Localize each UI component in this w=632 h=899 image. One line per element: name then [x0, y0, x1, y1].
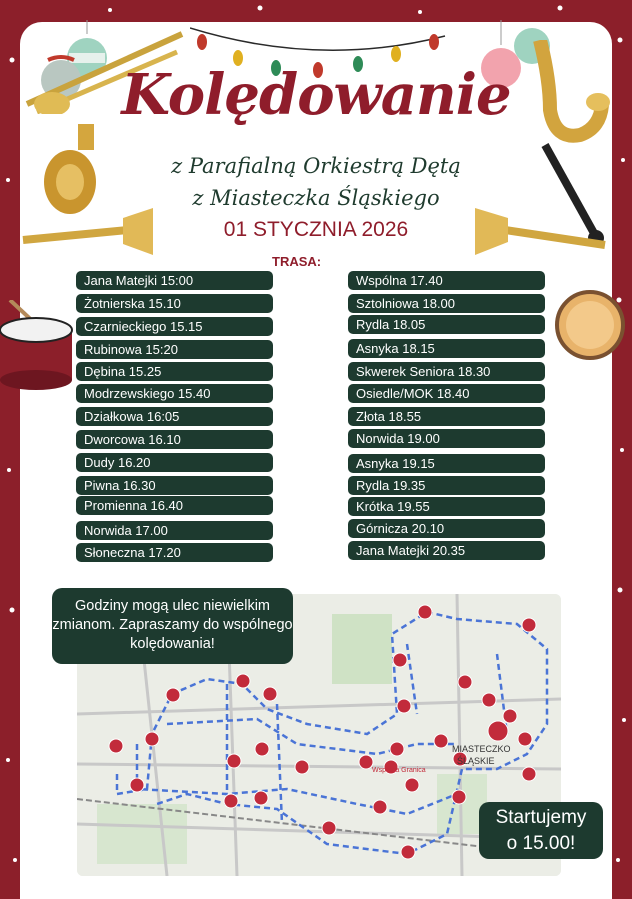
route-stop: Piwna 16.30 — [76, 476, 273, 495]
route-stop: Osiedle/MOK 18.40 — [348, 384, 545, 403]
start-line-2: o 15.00! — [506, 833, 576, 854]
subtitle-line-2: z Miasteczka Śląskiego — [192, 186, 440, 210]
event-date: 01 STYCZNIA 2026 — [223, 218, 409, 241]
route-stop: Asnyka 18.15 — [348, 339, 545, 358]
route-stop: Czarnieckiego 15.15 — [76, 317, 273, 336]
svg-text:MIASTECZKO: MIASTECZKO — [452, 744, 511, 754]
route-stop: Górnicza 20.10 — [348, 519, 545, 538]
route-stop: Asnyka 19.15 — [348, 454, 545, 473]
route-stop: Krótka 19.55 — [348, 497, 545, 516]
drum-icon — [0, 300, 80, 395]
poster-title: Kolędowanie — [121, 62, 511, 128]
route-stop: Promienna 16.40 — [76, 496, 273, 515]
route-stop: Dudy 16.20 — [76, 453, 273, 472]
route-stop: Żotnierska 15.10 — [76, 294, 273, 313]
route-stop: Rydla 19.35 — [348, 476, 545, 495]
schedule-note: Godziny mogą ulec niewielkim zmianom. Zapraszamy do wspólnego kolędowania! — [52, 588, 293, 664]
route-stop: Jana Matejki 15:00 — [76, 271, 273, 290]
route-stop: Norwida 17.00 — [76, 521, 273, 540]
route-stop: Wspólna 17.40 — [348, 271, 545, 290]
start-line-1: Startujemy — [495, 807, 587, 828]
route-stop: Słoneczna 17.20 — [76, 543, 273, 562]
svg-text:Wspólna Granica: Wspólna Granica — [372, 767, 426, 774]
route-stop: Złota 18.55 — [348, 407, 545, 426]
route-stop: Rydla 18.05 — [348, 315, 545, 334]
route-stop: Norwida 19.00 — [348, 429, 545, 448]
route-stop: Dworcowa 16.10 — [76, 430, 273, 449]
route-stop: Jana Matejki 20.35 — [348, 541, 545, 560]
subtitle-line-1: z Parafialną Orkiestrą Dętą — [171, 154, 461, 178]
route-stop: Dębina 15.25 — [76, 362, 273, 381]
route-stop: Sztolniowa 18.00 — [348, 294, 545, 313]
route-stop: Modrzewskiego 15.40 — [76, 384, 273, 403]
tambourine-icon — [553, 288, 628, 363]
route-label: TRASA: — [272, 254, 322, 269]
route-stop: Skwerek Seniora 18.30 — [348, 362, 545, 381]
start-time-badge — [479, 802, 603, 859]
route-stop: Działkowa 16:05 — [76, 407, 273, 426]
route-stop: Rubinowa 15:20 — [76, 340, 273, 359]
svg-text:ŚLĄSKIE: ŚLĄSKIE — [457, 756, 495, 766]
